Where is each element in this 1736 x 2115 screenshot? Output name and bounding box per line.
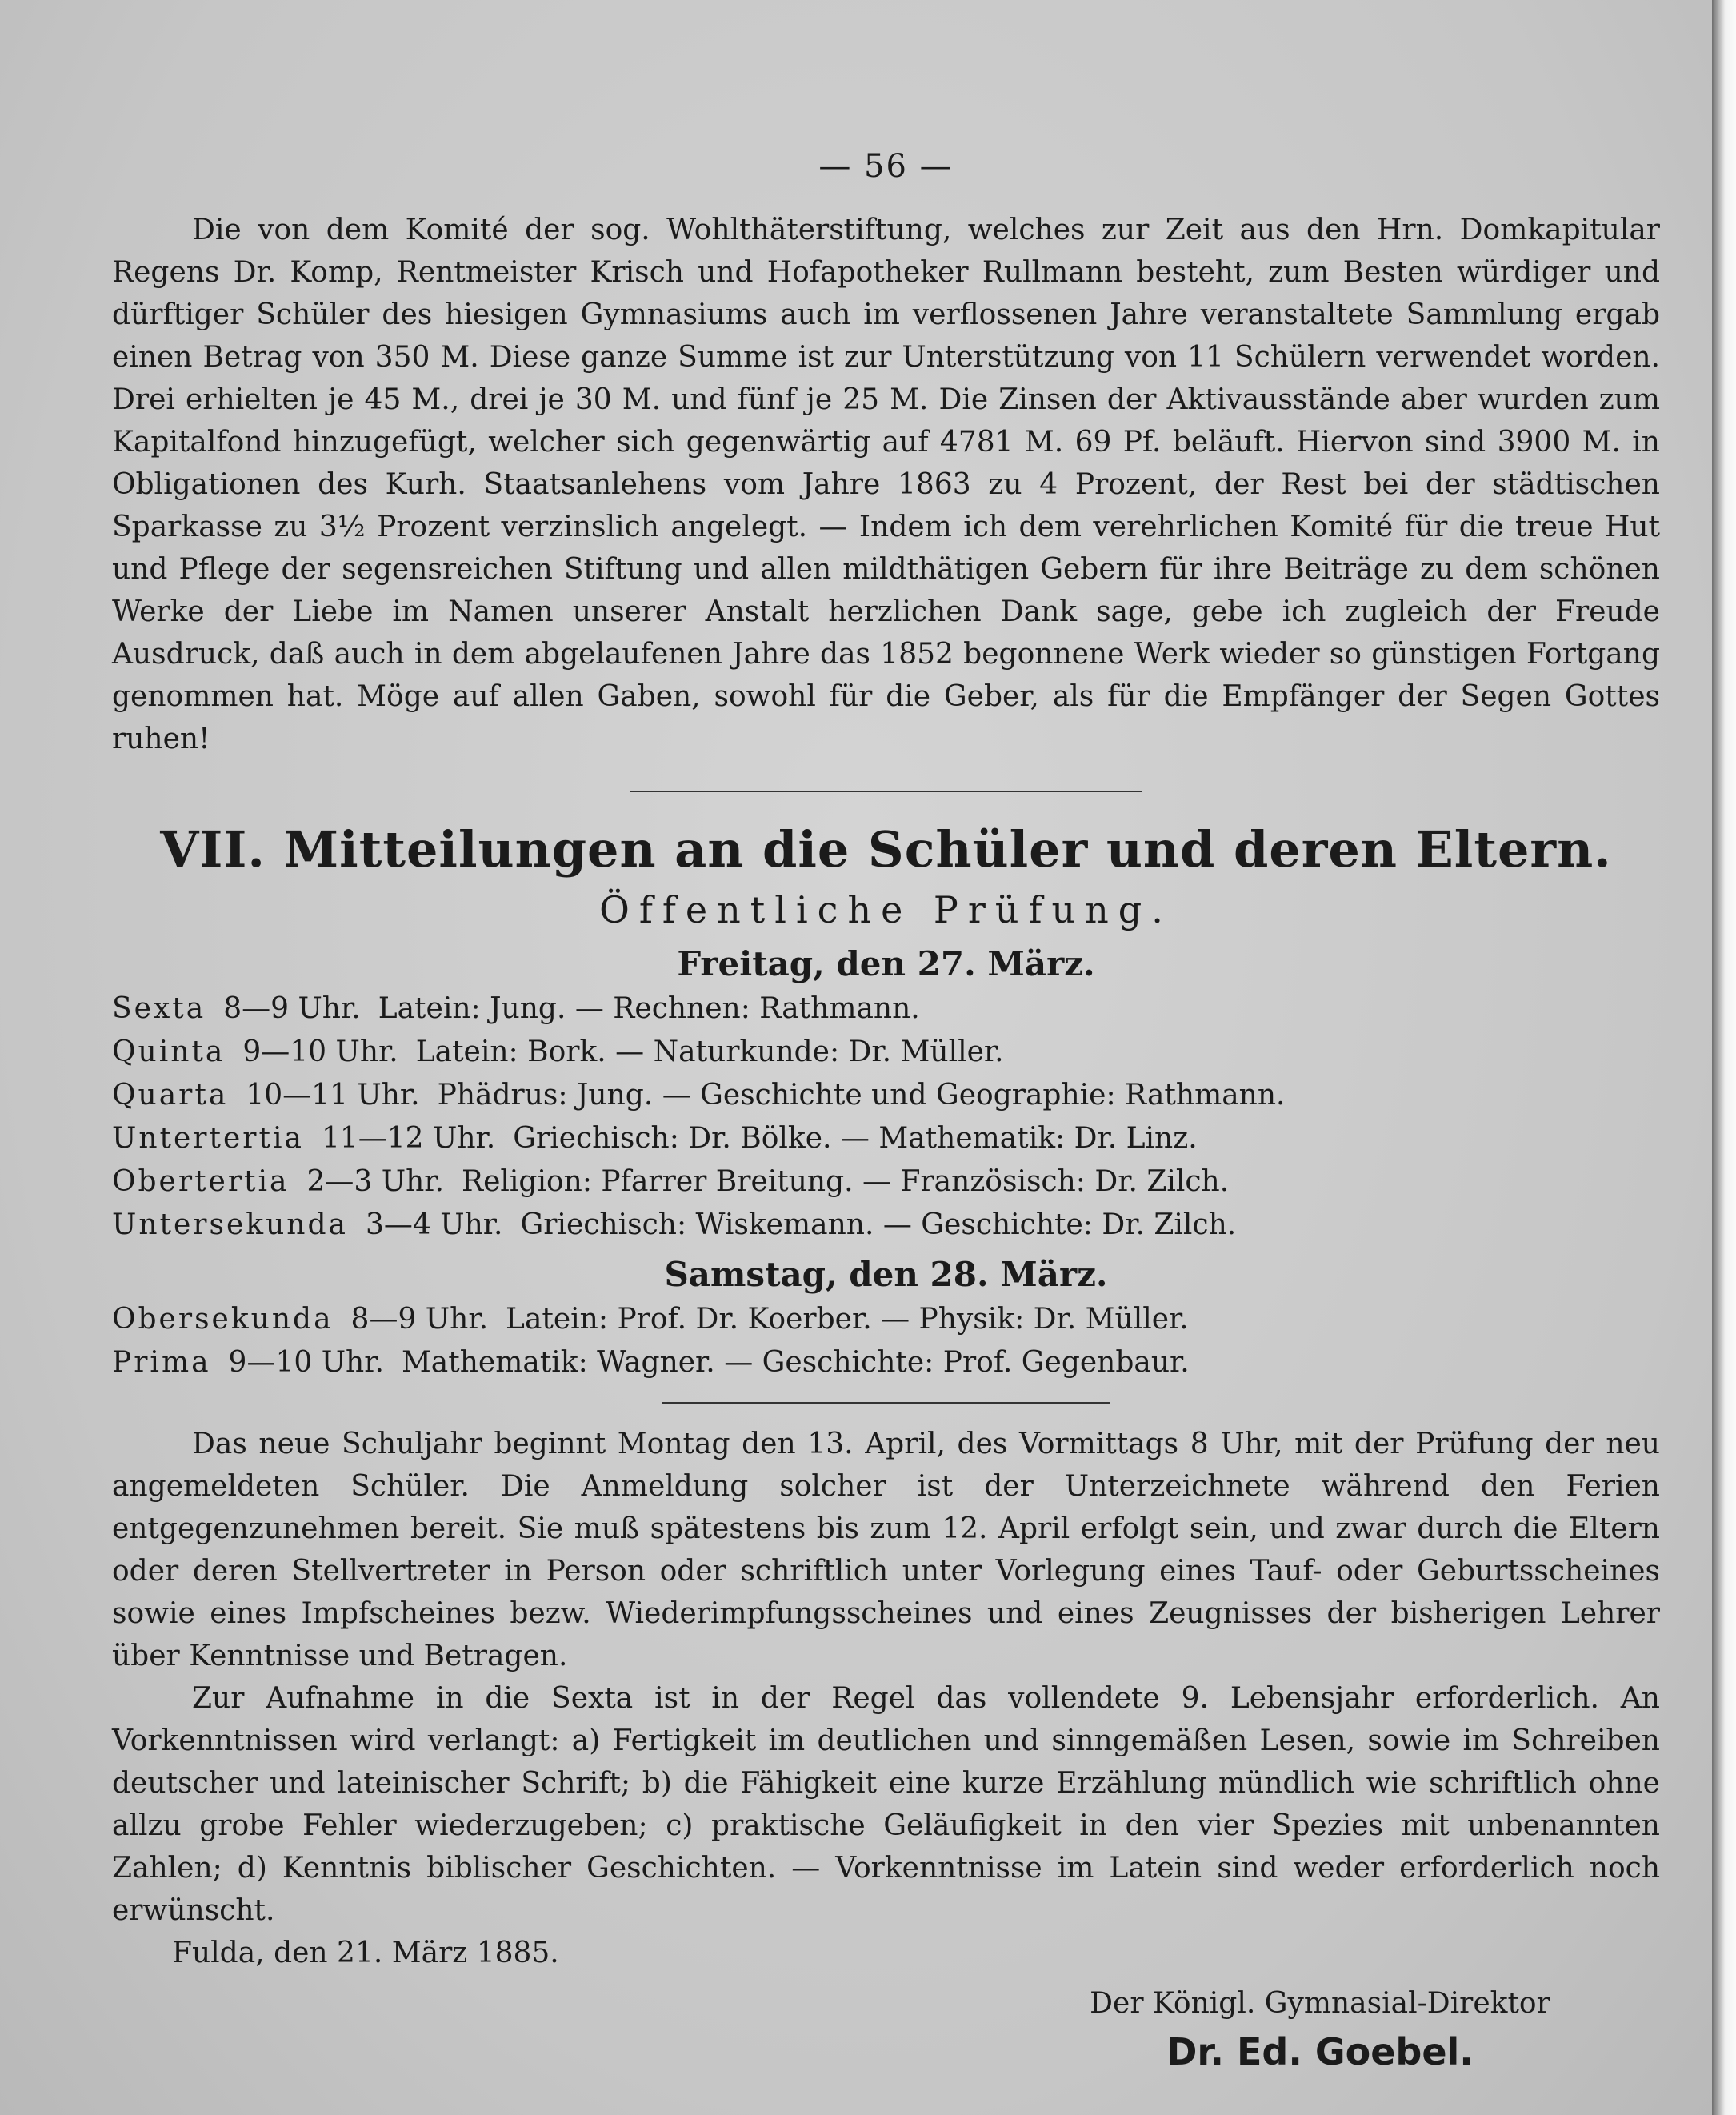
exam-subjects: Phädrus: Jung. — Geschichte und Geographie: Rathmann. (437, 1079, 1286, 1112)
exam-subjects: Mathematik: Wagner. — Geschichte: Prof. Gegenbaur. (401, 1346, 1190, 1379)
exam-time: 2—3 Uhr. (306, 1165, 444, 1198)
schedule-row (112, 1341, 1660, 1384)
exam-title: Öffentliche Prüfung. (599, 888, 1173, 931)
page-number: — 56 — (818, 148, 954, 185)
place-date: Fulda, den 21. März 1885. (172, 1937, 559, 1969)
class-name: Quarta (112, 1079, 229, 1112)
schedule-row (112, 1031, 1660, 1074)
section-title: VII. Mitteilungen an die Schüler und deren Eltern. (160, 820, 1612, 879)
class-name: Quinta (112, 1035, 226, 1068)
day2-schedule (112, 1298, 1660, 1384)
schoolyear-paragraph: Das neue Schuljahr beginnt Montag den 13. April, des Vormittags 8 Uhr, mit der Prüfung der neu angemeldeten Schüler. Die Anmeldung solcher ist der Unterzeichnete während den Ferien entgegenzunehmen bereit. Sie muß spätestens bis zum 12. April erfolgt sein, und zwar durch die Eltern oder deren Stellvertreter in Person oder schriftlich unter Vorlegung eines Tauf- oder Geburtsscheines sowie eines Impfscheines bezw. Wiederimpfungsscheines und eines Zeugnisses der bisherigen Lehrer über Kenntnisse und Betragen. (112, 1428, 1660, 1672)
schedule-row (112, 1117, 1660, 1160)
exam-subjects: Religion: Pfarrer Breitung. — Französisch: Dr. Zilch. (461, 1165, 1230, 1198)
schedule-row (112, 987, 1660, 1031)
intro-paragraph: Die von dem Komité der sog. Wohlthäterstiftung, welches zur Zeit aus den Hrn. Domkapitular Regens Dr. Komp, Rentmeister Krisch und Hofapotheker Rullmann besteht, zum Besten würdiger und dürftiger Schüler des hiesigen Gymnasiums auch im verflossenen Jahre veranstaltete Sammlung ergab einen Betrag von 350 M. Diese ganze Summe ist zur Unterstützung von 11 Schülern verwendet worden. Drei erhielten je 45 M., drei je 30 M. und fünf je 25 M. Die Zinsen der Aktivausstände aber wurden zum Kapitalfond hinzugefügt, welcher sich gegenwärtig auf 4781 M. 69 Pf. beläuft. Hiervon sind 3900 M. in Obligationen des Kurh. Staatsanlehens vom Jahre 1863 zu 4 Prozent, der Rest bei der städtischen Sparkasse zu 3½ Prozent verzinslich angelegt. — Indem ich dem verehrlichen Komité für die treue Hut und Pflege der segensreichen Stiftung und allen mildthätigen Gebern für ihre Beiträge zu dem schönen Werke der Liebe im Namen unserer Anstalt herzlichen Dank sage, gebe ich zugleich der Freude Ausdruck, daß auch in dem abgelaufenen Jahre das 1852 begonnene Werk wieder so günstigen Fortgang genommen hat. Möge auf allen Gaben, sowohl für die Geber, als für die Empfänger der Segen Gottes ruhen! (112, 214, 1660, 755)
exam-subjects: Latein: Bork. — Naturkunde: Dr. Müller. (415, 1035, 1004, 1068)
exam-subjects: Griechisch: Wiskemann. — Geschichte: Dr. Zilch. (520, 1208, 1237, 1241)
exam-time: 10—11 Uhr. (246, 1079, 420, 1112)
signature-block (1072, 1981, 1568, 2077)
exam-time: 8—9 Uhr. (350, 1303, 489, 1336)
day1-heading: Freitag, den 27. März. (677, 944, 1095, 983)
class-name: Obersekunda (112, 1303, 334, 1336)
exam-time: 9—10 Uhr. (228, 1346, 384, 1379)
day1-schedule (112, 987, 1660, 1247)
day2-heading: Samstag, den 28. März. (664, 1255, 1108, 1294)
class-name: Sexta (112, 992, 206, 1025)
admission-paragraph: Zur Aufnahme in die Sexta ist in der Regel das vollendete 9. Lebensjahr erforderlich. An Vorkenntnissen wird verlangt: a) Fertigkeit im deutlichen und sinngemäßen Lesen, sowie im Schreiben deutscher und lateinischer Schrift; b) die Fähigkeit eine kurze Erzählung mündlich wie schriftlich ohne allzu grobe Fehler wiederzugeben; c) praktische Geläufigkeit in den vier Spezies mit unbenannten Zahlen; d) Kenntnis biblischer Geschichten. — Vorkenntnisse im Latein sind weder erforderlich noch erwünscht. (112, 1682, 1660, 1927)
class-name: Obertertia (112, 1165, 290, 1198)
divider (662, 1402, 1110, 1404)
exam-subjects: Griechisch: Dr. Bölke. — Mathematik: Dr. Linz. (513, 1122, 1198, 1155)
exam-time: 3—4 Uhr. (365, 1208, 503, 1241)
exam-time: 9—10 Uhr. (242, 1035, 398, 1068)
divider (630, 791, 1142, 792)
exam-subjects: Latein: Jung. — Rechnen: Rathmann. (378, 992, 920, 1025)
signature-name: Dr. Ed. Goebel. (1166, 2030, 1474, 2073)
page-edge (1712, 0, 1736, 2115)
signature-title: Der Königl. Gymnasial-Direktor (1090, 1987, 1550, 2020)
exam-time: 8—9 Uhr. (223, 992, 361, 1025)
class-name: Untertertia (112, 1122, 304, 1155)
exam-subjects: Latein: Prof. Dr. Koerber. — Physik: Dr. Müller. (506, 1303, 1189, 1336)
content (112, 148, 1660, 2077)
class-name: Untersekunda (112, 1208, 348, 1241)
schedule-row (112, 1204, 1660, 1247)
class-name: Prima (112, 1346, 211, 1379)
schedule-row (112, 1074, 1660, 1117)
exam-time: 11—12 Uhr. (321, 1122, 496, 1155)
schedule-row (112, 1160, 1660, 1204)
schedule-row (112, 1298, 1660, 1341)
